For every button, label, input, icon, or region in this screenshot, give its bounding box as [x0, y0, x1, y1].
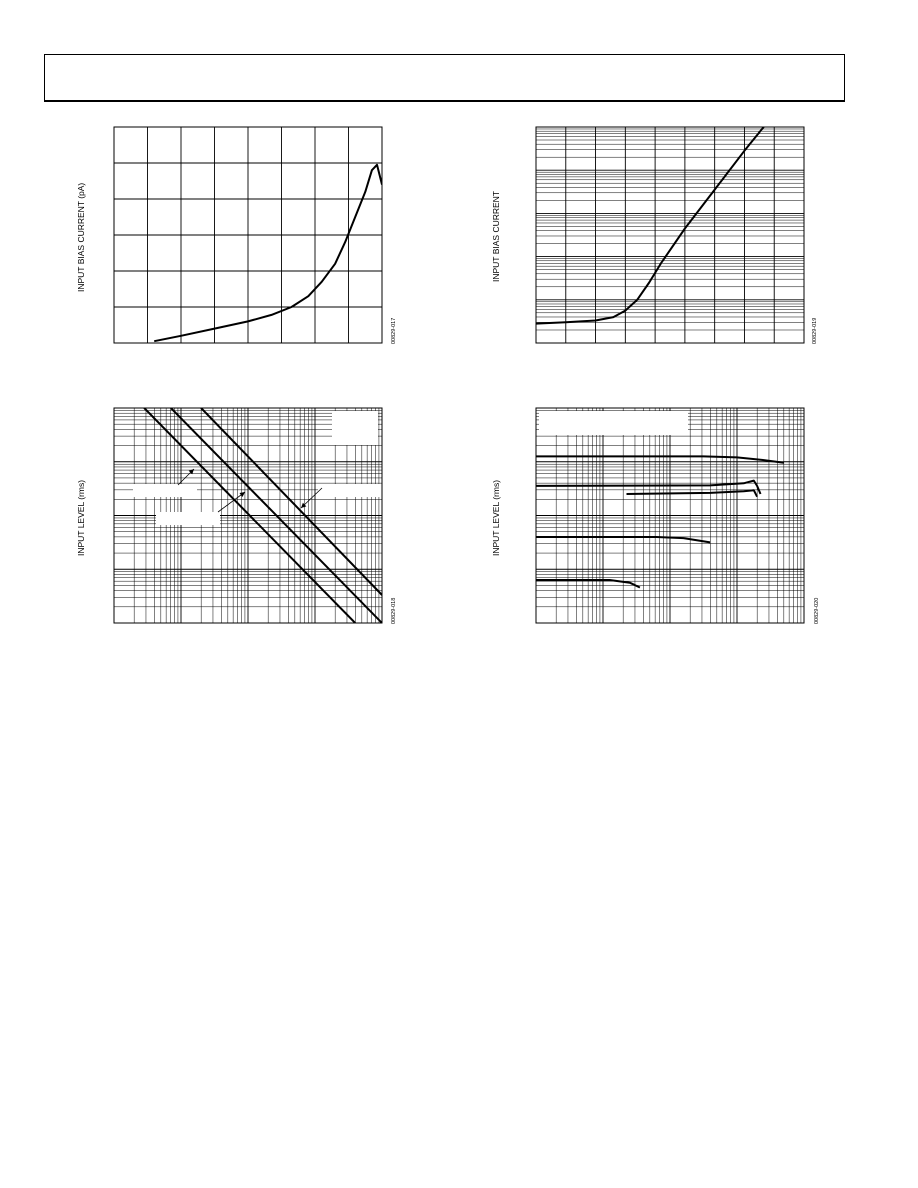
chart4-figure-id: 00829-020	[814, 597, 820, 624]
grid	[536, 408, 804, 623]
chart2-figure-id: 00829-019	[812, 317, 818, 344]
chart2-ylabel: INPUT BIAS CURRENT	[491, 191, 501, 282]
chart4-ylabel: INPUT LEVEL (rms)	[491, 479, 501, 556]
series-group	[536, 456, 784, 587]
chart1-figure-id: 00829-017	[391, 317, 397, 344]
data-line-3	[627, 490, 758, 497]
legend-box	[539, 411, 688, 435]
chart1-ylabel: INPUT BIAS CURRENT (pA)	[76, 182, 86, 292]
chart3-ylabel: INPUT LEVEL (rms)	[76, 479, 86, 556]
chart3-figure-id: 00829-018	[391, 597, 397, 624]
